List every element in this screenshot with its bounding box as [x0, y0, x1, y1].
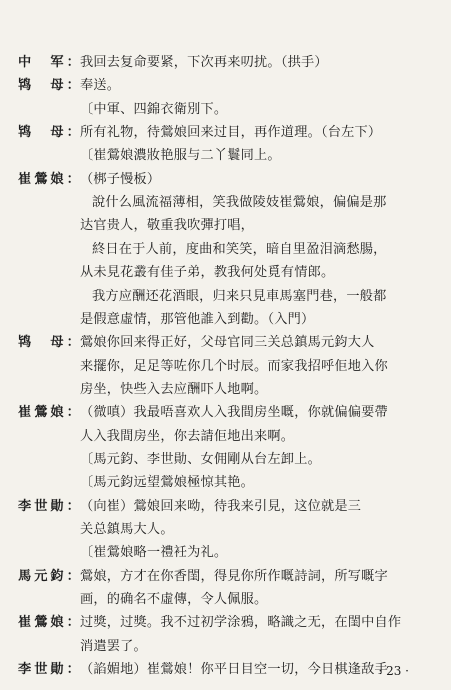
- continuation-text: 〔崔鶯娘濃妝艳服与二丫鬟同上。: [80, 148, 281, 164]
- continuation-text: 关总鎮馬大人。: [80, 522, 174, 537]
- dialogue-text: 我回去复命要紧，下次再来叨扰。（拱手）: [80, 55, 328, 70]
- dialogue-text: （梆子慢板）: [80, 171, 161, 187]
- speaker-name: 崔鶯娘：: [18, 171, 80, 187]
- speaker-name: 鸨 母：: [18, 78, 80, 94]
- dialogue-text: 奉送。: [80, 78, 121, 94]
- dialogue-text: （微嗔）我最唔喜欢人入我間房坐嘅，你就偏偏要帶: [80, 405, 388, 421]
- continuation-text: 达官贵人，敬重我吹彈打唱，: [80, 218, 255, 234]
- dialogue-text: 鶯娘你回来得正好，父母官同三关总鎮馬元鈞大人: [80, 335, 375, 351]
- continuation-text: 我方应酬还花酒眼，归来只見車馬塞門巷，一般都: [92, 288, 387, 304]
- continuation-text: 房坐，快些入去应酬吓人地啊。: [80, 381, 268, 397]
- continuation-text: 消遣罢了。: [80, 638, 147, 654]
- speaker-name: 李世勛：: [18, 498, 80, 514]
- continuation-text: 〔馬元鈞、李世勛、女佣剛从台左卸上。: [80, 451, 321, 467]
- speaker-name: 鸨 母：: [18, 335, 80, 351]
- continuation-text: 說什么風流福薄相，笑我做陵妓崔鶯娘，偏偏是那: [92, 195, 387, 211]
- continuation-text: 来擺你，足足等咗你几个时辰。而家我招呼佢地入你: [80, 358, 388, 374]
- continuation-text: 画，的确名不虛傳，令人佩服。: [80, 592, 268, 608]
- continuation-text: 是假意虛情，那管他誰入到勸。（入門）: [80, 311, 315, 327]
- continuation-text: 从未見花叢有佳子弟，教我何处覓有情郎。: [80, 265, 335, 281]
- continuation-text: 人入我間房坐，你去請佢地出来啊。: [80, 428, 295, 444]
- continuation-text: 〔崔鶯娘略一禮衽为礼。: [80, 545, 228, 561]
- page-number: · 23 ·: [378, 664, 409, 678]
- continuation-text: 〔馬元鈞远望鶯娘極惊其艳。: [80, 475, 255, 491]
- dialogue-text: 过獎，过獎。我不过初学涂鴉，略識之无，在閨中自作: [80, 615, 402, 631]
- continuation-text: 終日在于人前，度曲和笑笑，暗自里盈泪滴愁腸，: [92, 241, 387, 257]
- dialogue-text: （向崔）鶯娘回来呦，待我来引見，这位就是三: [80, 498, 362, 514]
- speaker-name: 崔鶯娘：: [18, 615, 80, 631]
- speaker-name: 馬元鈞：: [18, 568, 80, 584]
- dialogue-text: （諂媚地）崔鶯娘！你平日目空一切，今日棋逢敌手: [80, 662, 388, 678]
- dialogue-text: 鶯娘，方才在你香閨，得見你所作嘅詩詞，所写嘅字: [80, 568, 388, 584]
- speaker-name: 中 军：: [18, 55, 80, 70]
- speaker-name: 鸨 母：: [18, 125, 80, 141]
- continuation-text: 〔中軍、四錦衣衛別下。: [80, 101, 228, 117]
- speaker-name: 崔鶯娘：: [18, 405, 80, 421]
- dialogue-text: 所有礼物，待鶯娘回来过目，再作道理。（台左下）: [80, 125, 382, 141]
- speaker-name: 李世勛：: [18, 662, 80, 678]
